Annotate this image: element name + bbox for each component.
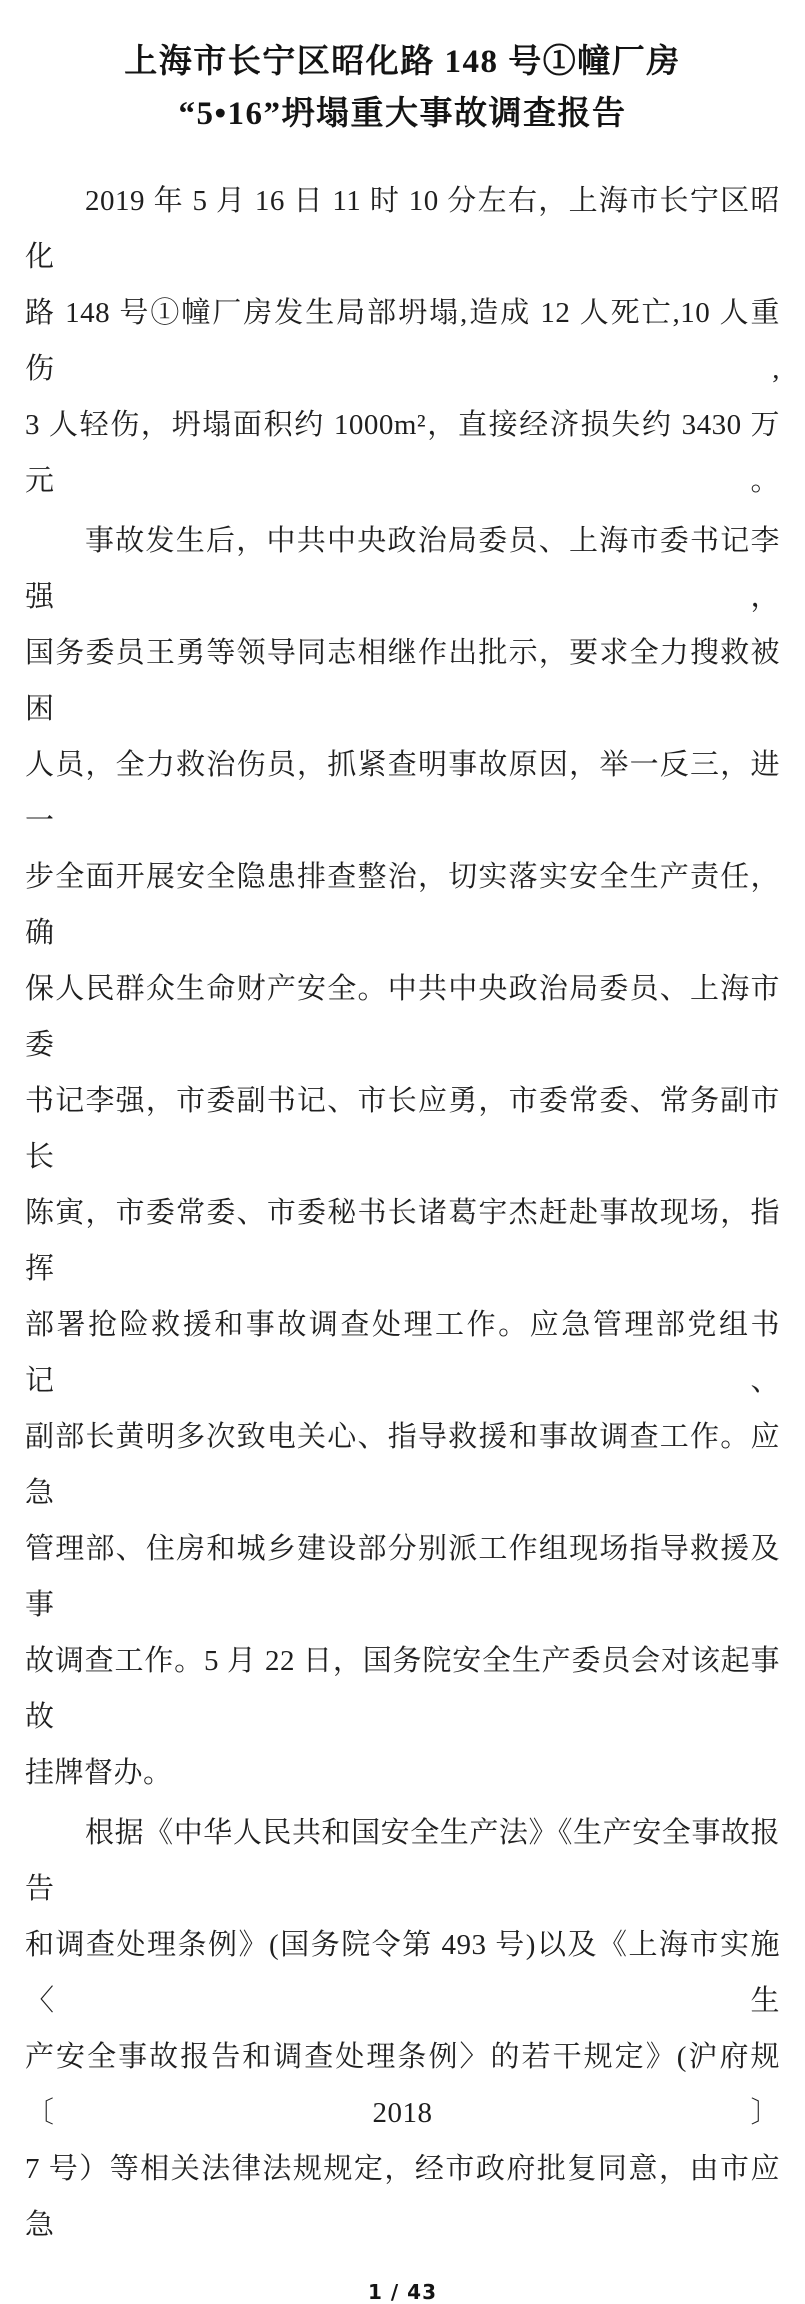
report-body xyxy=(25,173,780,2253)
text-line: 挂牌督办。 xyxy=(25,1757,173,1789)
text-line: 副部长黄明多次致电关心、指导救援和事故调查工作。应急 xyxy=(25,1421,780,1509)
paragraph-3 xyxy=(25,1805,780,2253)
text-line: 保人民群众生命财产安全。中共中央政治局委员、上海市委 xyxy=(25,973,780,1061)
text-line: 人员，全力救治伤员，抓紧查明事故原因，举一反三，进一 xyxy=(25,749,780,837)
text-line: 根据《中华人民共和国安全生产法》《生产安全事故报告 xyxy=(25,1817,780,1905)
text-line: 3 人轻伤，坍塌面积约 1000m²，直接经济损失约 3430 万元。 xyxy=(25,409,780,497)
title-line-1: 上海市长宁区昭化路 148 号①幢厂房 xyxy=(124,44,681,80)
text-line: 步全面开展安全隐患排查整治，切实落实安全生产责任，确 xyxy=(25,861,780,949)
text-line: 和调查处理条例》(国务院令第 493 号)以及《上海市实施〈生 xyxy=(25,1929,780,2017)
text-line: 故调查工作。5 月 22 日，国务院安全生产委员会对该起事故 xyxy=(25,1645,780,1733)
page-indicator: 1 / 43 xyxy=(368,2280,437,2304)
text-line: 2019 年 5 月 16 日 11 时 10 分左右，上海市长宁区昭化 xyxy=(25,185,780,273)
text-line: 路 148 号①幢厂房发生局部坍塌,造成 12 人死亡,10 人重伤, xyxy=(25,297,780,385)
text-line: 事故发生后，中共中央政治局委员、上海市委书记李强， xyxy=(25,525,780,613)
page-title xyxy=(25,36,780,140)
paragraph-1 xyxy=(25,173,780,509)
text-line: 书记李强，市委副书记、市长应勇，市委常委、常务副市长 xyxy=(25,1085,780,1173)
text-line: 管理部、住房和城乡建设部分别派工作组现场指导救援及事 xyxy=(25,1533,780,1621)
text-line: 7 号）等相关法律法规规定，经市政府批复同意，由市应急 xyxy=(25,2153,780,2241)
text-line: 陈寅，市委常委、市委秘书长诸葛宇杰赶赴事故现场，指挥 xyxy=(25,1197,780,1285)
text-line: 国务委员王勇等领导同志相继作出批示，要求全力搜救被困 xyxy=(25,637,780,725)
text-line: 部署抢险救援和事故调查处理工作。应急管理部党组书记、 xyxy=(25,1309,780,1397)
text-line: 产安全事故报告和调查处理条例〉的若干规定》(沪府规〔2018〕 xyxy=(25,2041,780,2129)
paragraph-2 xyxy=(25,513,780,1801)
title-line-2: “5•16”坍塌重大事故调查报告 xyxy=(178,96,627,132)
